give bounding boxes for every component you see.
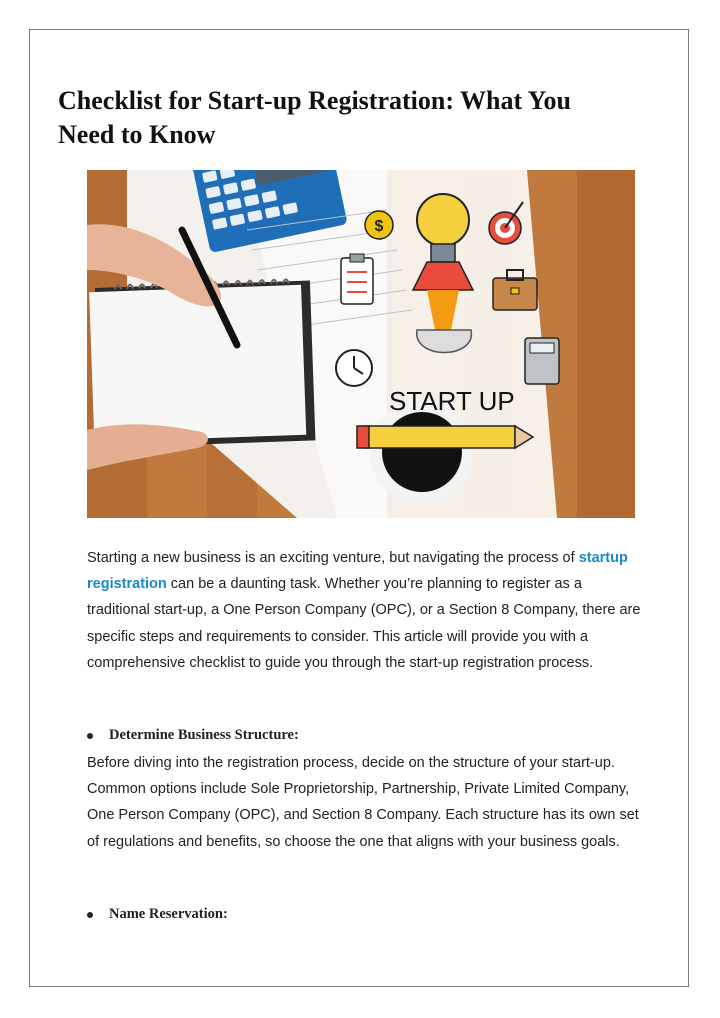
intro-text-before-link: Starting a new business is an exciting venture, but navigating the process of: [87, 550, 579, 566]
calculator-doodle-icon: [525, 338, 559, 384]
clock-icon: [336, 350, 372, 386]
svg-text:$: $: [374, 218, 384, 235]
dollar-coin-icon: [365, 211, 393, 239]
section-heading-text: Determine Business Structure:: [109, 727, 299, 743]
start-up-doodle-text: START UP: [389, 386, 515, 416]
clipboard-icon: [341, 254, 373, 304]
startup-registration-link[interactable]: startup registration: [87, 550, 628, 593]
section-heading-text: Name Reservation:: [109, 906, 228, 922]
intro-paragraph: [87, 545, 642, 676]
page-title: Checklist for Start-up Registration: What You Need to Know: [58, 86, 572, 149]
section-heading-business-structure: [87, 727, 299, 744]
bullet-icon: [87, 912, 93, 918]
section-heading-name-reservation: [87, 906, 228, 923]
pencil-icon: [357, 426, 533, 448]
intro-text-after-link: can be a daunting task. Whether you’re planning to register as a traditional start-up, a One Person Company (OPC), or a Section 8 Company, there are specific steps and requirements to consider. This article will provide you with a comprehensive checklist to guide you through the start-up registration process.: [87, 576, 641, 671]
bullet-icon: [87, 733, 93, 739]
section-body-business-structure: Before diving into the registration process, decide on the structure of your start-up. Common options include Sole Proprietorship, Partnership, Private Limited Company, One Person Company (OPC), and Section 8 Company. Each structure has its own set of regulations and benefits, so choose the one that aligns with your business goals.: [87, 755, 639, 850]
hero-image: [87, 170, 635, 518]
